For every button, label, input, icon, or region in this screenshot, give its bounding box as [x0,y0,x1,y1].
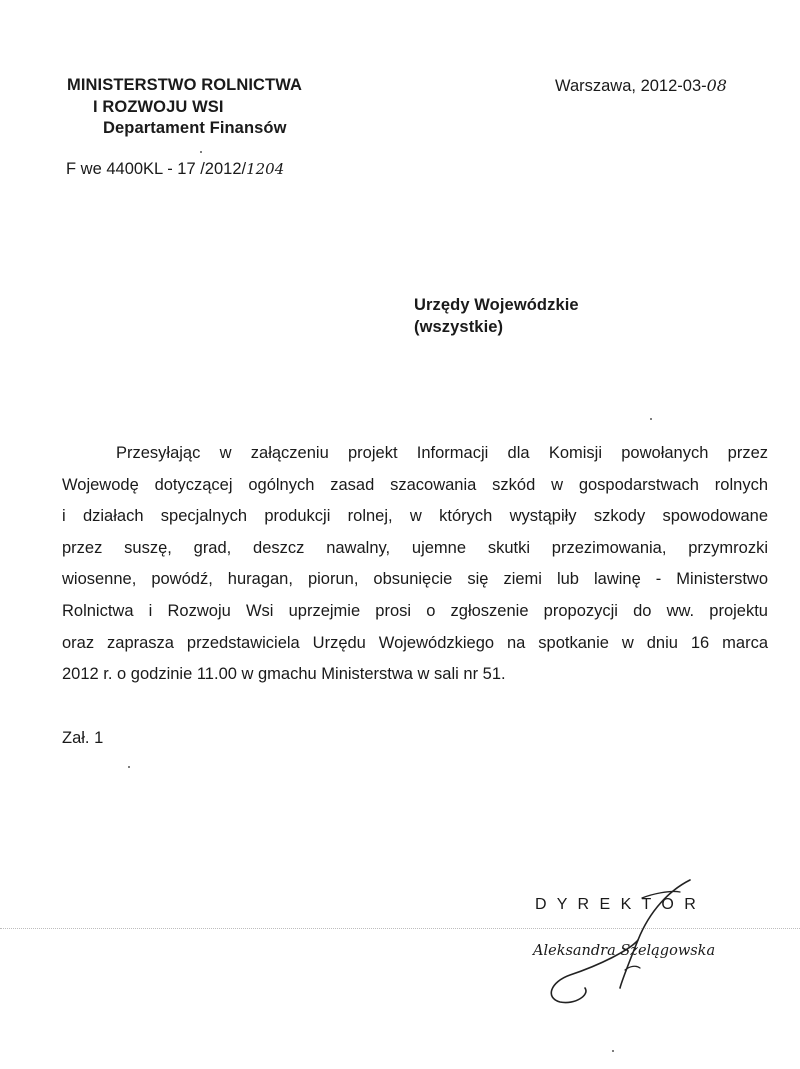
place-date-printed: Warszawa, 2012-03- [555,77,707,95]
body-line: Rolnictwa i Rozwoju Wsi uprzejmie prosi o zgłoszenie propozycji do ww. projektu [62,601,768,620]
reference-number-printed: F we 4400KL - 17 /2012/ [66,160,247,178]
body-line: i działach specjalnych produkcji rolnej, w których wystąpiły szkody spowodowane [62,507,768,526]
date-handwritten: 08 [706,76,727,95]
body-line: 2012 r. o godzinie 11.00 w gmachu Ministerstwa w sali nr 51. [62,665,506,684]
attachment-note: Zał. 1 [62,729,104,747]
ministry-name-line1: MINISTERSTWO ROLNICTWA [67,76,303,94]
scan-speck [650,418,652,420]
body-line: wiosenne, powódź, huragan, piorun, obsunięcie się ziemi lub lawinę - Ministerstwo [62,570,768,589]
place-date [555,76,727,96]
ministry-name-line2: I ROZWOJU WSI [93,98,224,116]
body-line: przez suszę, grad, deszcz nawalny, ujemne skutki przezimowania, przymrozki [62,538,768,557]
reference-number [66,160,284,179]
letter-body [62,438,768,691]
body-line: oraz zaprasza przedstawiciela Urzędu Wojewódzkiego na spotkanie w dniu 16 marca [62,633,768,652]
director-title: D Y R E K T O R [535,896,699,913]
body-line: Przesyłając w załączeniu projekt Informacji dla Komisji powołanych przez [116,444,768,462]
recipient-line1: Urzędy Wojewódzkie [414,296,579,314]
recipient-line2: (wszystkie) [414,318,504,336]
scan-speck [200,151,202,153]
director-name-stamp: Aleksandra Szelągowska [533,943,716,959]
handwritten-signature [530,870,730,1010]
reference-number-handwritten: 1204 [246,160,285,178]
scan-speck [128,766,130,768]
scan-speck [612,1050,614,1052]
body-line: Wojewodę dotyczącej ogólnych zasad szacowania szkód w gospodarstwach rolnych [62,475,768,494]
department-name: Departament Finansów [103,119,287,137]
